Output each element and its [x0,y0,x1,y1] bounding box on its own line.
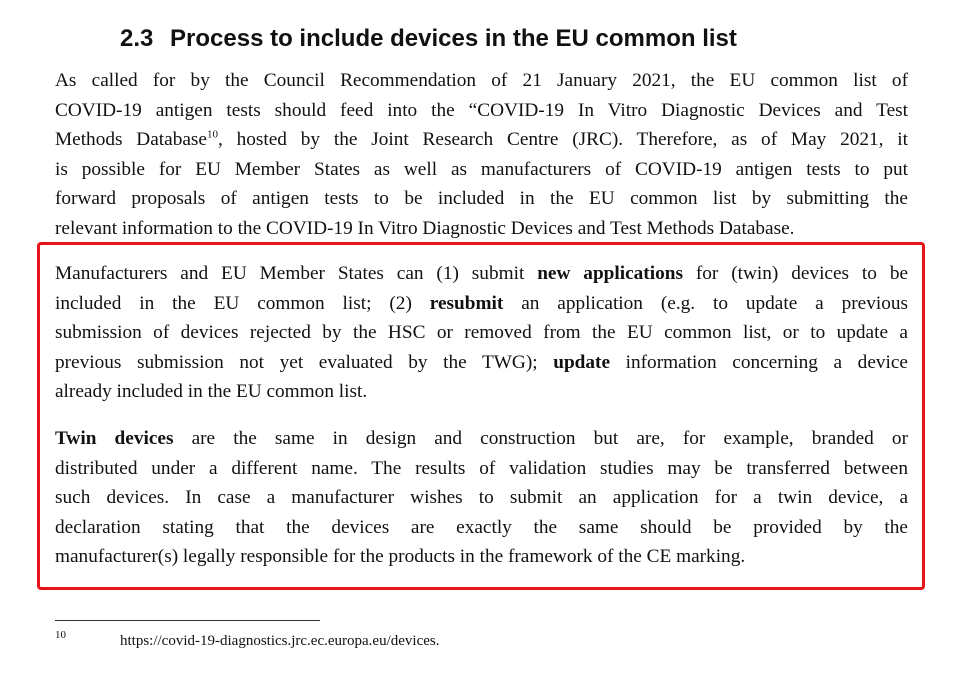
text-run: Manufacturers and EU Member States can (1) submit [55,263,538,284]
intro-paragraph [55,66,908,244]
paragraph-line: forward proposals of antigen tests to be included in the EU common list by submitting the [55,188,908,210]
paragraph-line-rest: , hosted by the Joint Research Centre (JRC). Therefore, as of May 2021, it [217,129,908,151]
paragraph-line: is possible for EU Member States as well as manufacturers of COVID-19 antigen tests to put [55,158,908,180]
paragraph-line [55,259,908,289]
text-run: an application (e.g. to update a previous [503,292,908,314]
text-run: are the same in design and construction but are, for example, branded or [173,428,908,449]
bold-new-applications: new applications [537,263,683,284]
paragraph-line [55,424,908,454]
bold-twin-devices: Twin devices [55,428,174,449]
footnote-number: 10 [55,629,66,641]
section-heading [120,20,737,58]
paragraph-line: submission of devices rejected by the HSC or removed from the EU common list, or to update a [55,322,908,344]
text-run: information concerning a device [610,351,908,373]
section-number: 2.3 [120,25,154,52]
paragraph-line: As called for by the Council Recommendation of 21 January 2021, the EU common list of [55,70,908,91]
footnote-link[interactable]: https://covid-19-diagnostics.jrc.ec.europa.eu/devices. [120,633,440,649]
text-run: for (twin) devices to be [682,263,909,284]
paragraph-line: distributed under a different name. The results of validation studies may be transferred between [55,457,908,479]
footnote-divider [55,620,320,621]
section-title: Process to include devices in the EU common list [170,25,737,52]
paragraph-line: declaration stating that the devices are exactly the same should be provided by the [55,516,908,538]
bold-update: update [553,351,611,373]
paragraph-line: already included in the EU common list. [55,381,368,403]
paragraph-line: COVID-19 antigen tests should feed into the “COVID-19 In Vitro Diagnostic Devices and Test [55,99,908,121]
bold-resubmit: resubmit [429,292,504,314]
paragraph-line [55,348,908,378]
paragraph-line [55,289,908,319]
paragraph-line: relevant information to the COVID-19 In Vitro Diagnostic Devices and Test Methods Database. [55,217,795,239]
text-run: previous submission not yet evaluated by the TWG); [55,351,554,373]
paragraph-line: such devices. In case a manufacturer wishes to submit an application for a twin device, a [55,487,908,509]
database-name: Methods Database [55,129,207,151]
twin-devices-paragraph [55,424,908,572]
submission-paragraph [55,259,908,407]
footnote-reference[interactable]: 10 [206,128,218,141]
paragraph-line [55,125,908,155]
text-run: included in the EU common list; (2) [55,292,430,314]
paragraph-line: manufacturer(s) legally responsible for the products in the framework of the CE marking. [55,546,746,568]
